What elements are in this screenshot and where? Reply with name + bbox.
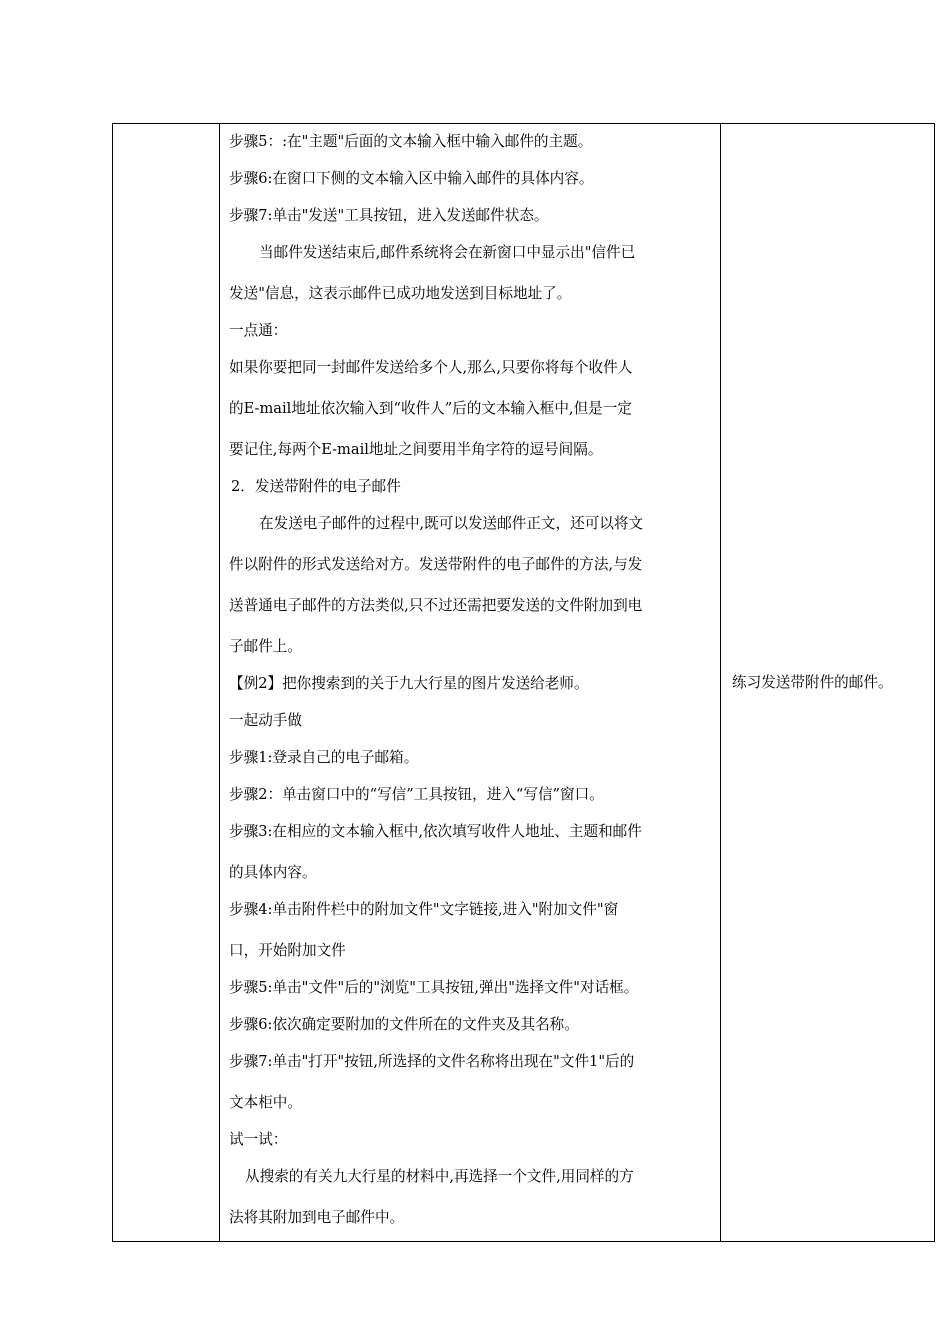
text-line: 步骤5：:在"主题"后面的文本输入框中输入邮件的主题。 bbox=[229, 133, 593, 150]
text-line: 的E-mail地址依次输入到“收件人”后的文本输入框中,但是一定 bbox=[229, 400, 632, 417]
activity-note: 练习发送带附件的邮件。 bbox=[732, 673, 893, 691]
section-heading: 2．发送带附件的电子邮件 bbox=[231, 478, 401, 495]
text-line: 【例2】把你搜索到的关于九大行星的图片发送给老师。 bbox=[229, 675, 589, 692]
text-line: 一点通： bbox=[229, 322, 288, 339]
text-line: 步骤6:依次确定要附加的文件所在的文件夹及其名称。 bbox=[229, 1016, 579, 1033]
text-line: 当邮件发送结束后,邮件系统将会在新窗口中显示出"信件已 bbox=[259, 244, 636, 261]
text-line: 发送"信息，这表示邮件已成功地发送到目标地址了。 bbox=[229, 285, 572, 302]
text-line: 一起动手做 bbox=[229, 712, 302, 729]
text-line: 口，开始附加文件 bbox=[229, 942, 346, 959]
content-cell bbox=[220, 124, 721, 1242]
left-empty-cell bbox=[113, 124, 220, 1242]
text-line: 步骤5:单击"文件"后的"浏览"工具按钮,弹出"选择文件"对话框。 bbox=[229, 979, 639, 996]
text-line: 法将其附加到电子邮件中。 bbox=[229, 1209, 405, 1226]
text-line: 送普通电子邮件的方法类似,只不过还需把要发送的文件附加到电 bbox=[229, 597, 643, 614]
text-line: 步骤6:在窗口下侧的文本输入区中输入邮件的具体内容。 bbox=[229, 170, 594, 187]
text-line: 文本柜中。 bbox=[229, 1094, 302, 1111]
activity-cell bbox=[721, 124, 935, 1242]
text-line: 步骤7:单击"发送"工具按钮，进入发送邮件状态。 bbox=[229, 207, 549, 224]
text-line: 试一试： bbox=[229, 1131, 288, 1148]
text-line: 如果你要把同一封邮件发送给多个人,那么,只要你将每个收件人 bbox=[229, 359, 633, 376]
text-line: 步骤4:单击附件栏中的附加文件"文字链接,进入"附加文件"窗 bbox=[229, 901, 619, 918]
table-row bbox=[113, 124, 935, 1242]
text-line: 步骤3:在相应的文本输入框中,依次填写收件人地址、主题和邮件 bbox=[229, 823, 642, 840]
text-line: 件以附件的形式发送给对方。发送带附件的电子邮件的方法,与发 bbox=[229, 556, 643, 573]
text-line: 要记住,每两个E-mail地址之间要用半角字符的逗号间隔。 bbox=[229, 441, 603, 458]
text-line: 步骤7:单击"打开"按钮,所选择的文件名称将出现在"文件1"后的 bbox=[229, 1053, 635, 1070]
text-line: 子邮件上。 bbox=[229, 638, 302, 655]
text-line: 步骤1:登录自己的电子邮箱。 bbox=[229, 749, 419, 766]
lesson-table bbox=[112, 123, 935, 1242]
text-line: 从搜索的有关九大行星的材料中,再选择一个文件,用同样的方 bbox=[245, 1168, 634, 1185]
text-line: 的具体内容。 bbox=[229, 864, 317, 881]
text-line: 步骤2：单击窗口中的“写信”工具按钮，进入“写信”窗口。 bbox=[229, 786, 604, 803]
text-line: 在发送电子邮件的过程中,既可以发送邮件正文，还可以将文 bbox=[259, 515, 644, 532]
